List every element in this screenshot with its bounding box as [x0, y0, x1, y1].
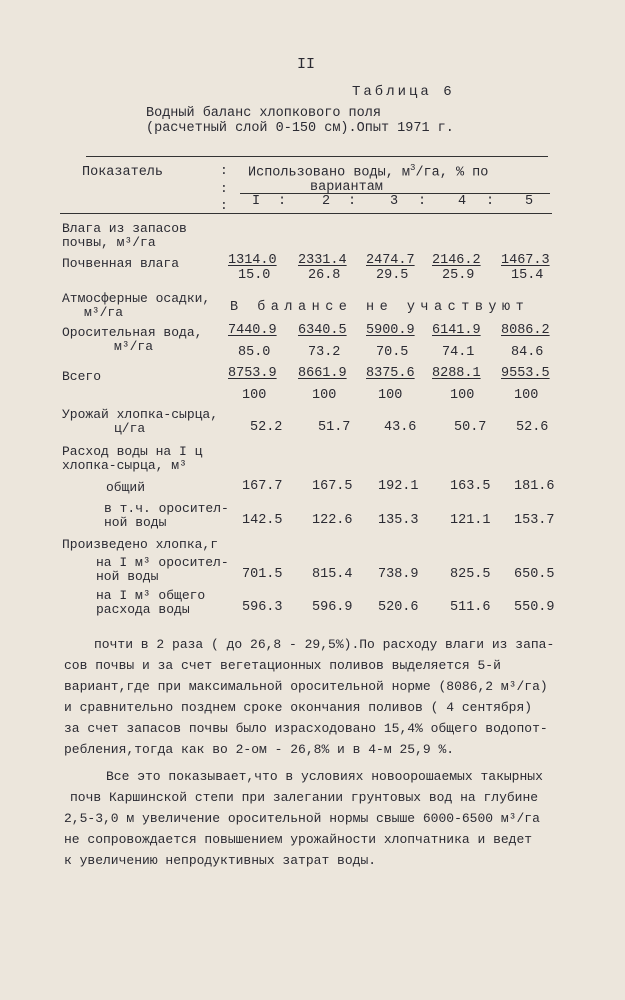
page-number: II [297, 56, 316, 73]
cell: 122.6 [312, 513, 353, 528]
document-page: II Таблица 6 Водный баланс хлопкового поля (расчетный слой 0-150 см).Опыт 1971 г. Показатель : : : Использовано воды, $м^3/га$, % по вариантам I : 2 : 3 : 4 : 5 Влага из запасов почвы, м³/га Почвенная влага 1314.0 2331.4 2474.7 2146.2 1467.3 15.0 26.8 29.5 25.9 15.4 Атмосферные осадки, м³/га В балансе не участвуют Оросительная вода, м³/га 7440.9 6340.5 5900.9 6141.9 8086.2 85.0 73.2 70.5 74.1 84.6 Всего 8753.9 8661.9 8375.6 8288.1 9553.5 100 100 100 100 100 Урожай хлопка-сырца, ц/га 52.2 51.7 43.6 50.7 52.6 Расход воды на I ц хлопка-сырца, м³ общий 167.7 167.5 192.1 163.5 181.6 в т.ч. оросител- ной воды 142.5 122.6 135.3 121.1 153.7 Произведено хлопка,г на I м³ оросител- ной воды 701.5 815.4 738.9 825.5 650.5 на I м³ общего расхода воды 596.3 596.9 520.6 511.6 550.9 почти в 2 раза ( до 26,8 - 29,5%).По расходу влаги из запа- сов почвы и за счет вегетационных поливов выделяется 5-й вариант,где при максимальной оросительной норме (8086,2 м³/га) и сравнительно позднем сроке окончания поливов ( 4 сентября) за счет запасов почвы было израсходовано 15,4% общего водопот- ребления,тогда как во 2-ом - 26,8% и в 4-м 25,9 %. Все это показывает,что в условиях новоорошаемых такырных почв Каршинской степи при залегании грунтовых вод на глубине 2,5-3,0 м увеличение оросительной нормы свыше 6000-6500 м³/га не сопровождается повышением урожайности хлопчатника и ведет к увеличению непродуктивных затрат воды. [0, 0, 625, 1000]
cell: 8288.1 [432, 366, 481, 381]
cell: 738.9 [378, 567, 419, 582]
cell: 26.8 [308, 268, 341, 283]
text-line: к увеличению непродуктивных затрат воды. [64, 853, 377, 868]
text-line: почв Каршинской степи при залегании грунтовых вод на глубине [70, 790, 539, 805]
cell: 2146.2 [432, 253, 481, 268]
cell: 85.0 [238, 345, 271, 360]
cell: 70.5 [376, 345, 409, 360]
cell: 8375.6 [366, 366, 415, 381]
row-label-soil-reserve: Влага из запасов почвы, м³/га [62, 221, 187, 250]
table-top-rule [86, 156, 548, 157]
cell: 9553.5 [501, 366, 550, 381]
text-line: и сравнительно позднем сроке окончания поливов ( 4 сентября) [64, 700, 533, 715]
cell: 100 [514, 388, 539, 403]
text-line: 2,5-3,0 м увеличение оросительной нормы свыше 6000-6500 м³/га [64, 811, 540, 826]
variant-number: 5 [525, 194, 534, 209]
cell: 520.6 [378, 600, 419, 615]
header-divider: : [220, 181, 228, 196]
cell: 1314.0 [228, 253, 277, 268]
cell: 815.4 [312, 567, 353, 582]
table-caption: Таблица 6 [352, 84, 455, 100]
cell: 29.5 [376, 268, 409, 283]
cell: 7440.9 [228, 323, 277, 338]
variant-number: 2 [322, 194, 331, 209]
cell: 153.7 [514, 513, 555, 528]
row-label-consumption: Расход воды на I ц хлопка-сырца, м³ [62, 444, 203, 473]
text-line: почти в 2 раза ( до 26,8 - 29,5%).По расходу влаги из запа- [94, 637, 555, 652]
variant-number: I [252, 194, 261, 209]
table-title [146, 106, 454, 136]
text-line: вариант,где при максимальной оросительной норме (8086,2 м³/га) [64, 679, 548, 694]
cell: 650.5 [514, 567, 555, 582]
cell: 25.9 [442, 268, 475, 283]
cell: 8661.9 [298, 366, 347, 381]
table-header-rule [60, 213, 552, 214]
cell: 100 [378, 388, 403, 403]
cell: 15.4 [511, 268, 544, 283]
cell: 8086.2 [501, 323, 550, 338]
cell: 52.2 [250, 420, 283, 435]
cell: 135.3 [378, 513, 419, 528]
cell: 5900.9 [366, 323, 415, 338]
cell: 1467.3 [501, 253, 550, 268]
precip-note: В балансе не участвуют [230, 300, 530, 315]
cell: 596.9 [312, 600, 353, 615]
row-label-soil-moisture: Почвенная влага [62, 256, 180, 271]
cell: 167.7 [242, 479, 283, 494]
body-paragraph [64, 766, 543, 871]
text-line: сов почвы и за счет вегетационных поливов выделяется 5-й [64, 658, 501, 673]
cell: 121.1 [450, 513, 491, 528]
row-label-per-total: на I м³ общего расхода воды [96, 588, 206, 617]
cell: 74.1 [442, 345, 475, 360]
row-label-per-irrigation: на I м³ оросител- ной воды [96, 555, 229, 584]
cell: 73.2 [308, 345, 341, 360]
cell: 511.6 [450, 600, 491, 615]
cell: 142.5 [242, 513, 283, 528]
cell: 100 [312, 388, 337, 403]
row-label-produced: Произведено хлопка,г [62, 537, 219, 552]
variant-number: 3 [390, 194, 399, 209]
cell: 167.5 [312, 479, 353, 494]
table-title-line: (расчетный слой 0-150 см).Опыт 1971 г. [146, 121, 454, 136]
header-variants: вариантам [310, 180, 383, 195]
text-line: ребления,тогда как во 2-ом - 26,8% и в 4-м 25,9 %. [64, 742, 455, 757]
row-label-incl-irrigation: в т.ч. оросител- ной воды [104, 501, 229, 530]
cell: 701.5 [242, 567, 283, 582]
header-used-water: Использовано воды, $м^3/га$, % по [248, 163, 489, 181]
cell: 100 [450, 388, 475, 403]
text-line: Все это показывает,что в условиях новоорошаемых такырных [106, 769, 543, 784]
text-line: за счет запасов почвы было израсходовано 15,4% общего водопот- [64, 721, 548, 736]
cell: 8753.9 [228, 366, 277, 381]
row-label-general: общий [106, 480, 146, 495]
row-label-precip: Атмосферные осадки, м³/га [62, 291, 211, 320]
cell: 6141.9 [432, 323, 481, 338]
cell: 2474.7 [366, 253, 415, 268]
cell: 825.5 [450, 567, 491, 582]
body-paragraph [64, 634, 554, 760]
row-label-irrigation: Оросительная вода, м³/га [62, 325, 203, 354]
text-line: не сопровождается повышением урожайности хлопчатника и ведет [64, 832, 533, 847]
cell: 15.0 [238, 268, 271, 283]
variant-number: 4 [458, 194, 467, 209]
cell: 596.3 [242, 600, 283, 615]
cell: 192.1 [378, 479, 419, 494]
cell: 6340.5 [298, 323, 347, 338]
row-label-yield: Урожай хлопка-сырца, ц/га [62, 407, 219, 436]
header-divider: : [220, 198, 228, 213]
cell: 84.6 [511, 345, 544, 360]
row-label-total: Всего [62, 369, 102, 384]
table-title-line: Водный баланс хлопкового поля [146, 106, 381, 121]
header-indicator: Показатель [82, 165, 164, 180]
cell: 52.6 [516, 420, 549, 435]
header-divider: : [220, 163, 228, 178]
cell: 181.6 [514, 479, 555, 494]
cell: 50.7 [454, 420, 487, 435]
cell: 100 [242, 388, 267, 403]
cell: 51.7 [318, 420, 351, 435]
cell: 550.9 [514, 600, 555, 615]
cell: 163.5 [450, 479, 491, 494]
cell: 2331.4 [298, 253, 347, 268]
cell: 43.6 [384, 420, 417, 435]
